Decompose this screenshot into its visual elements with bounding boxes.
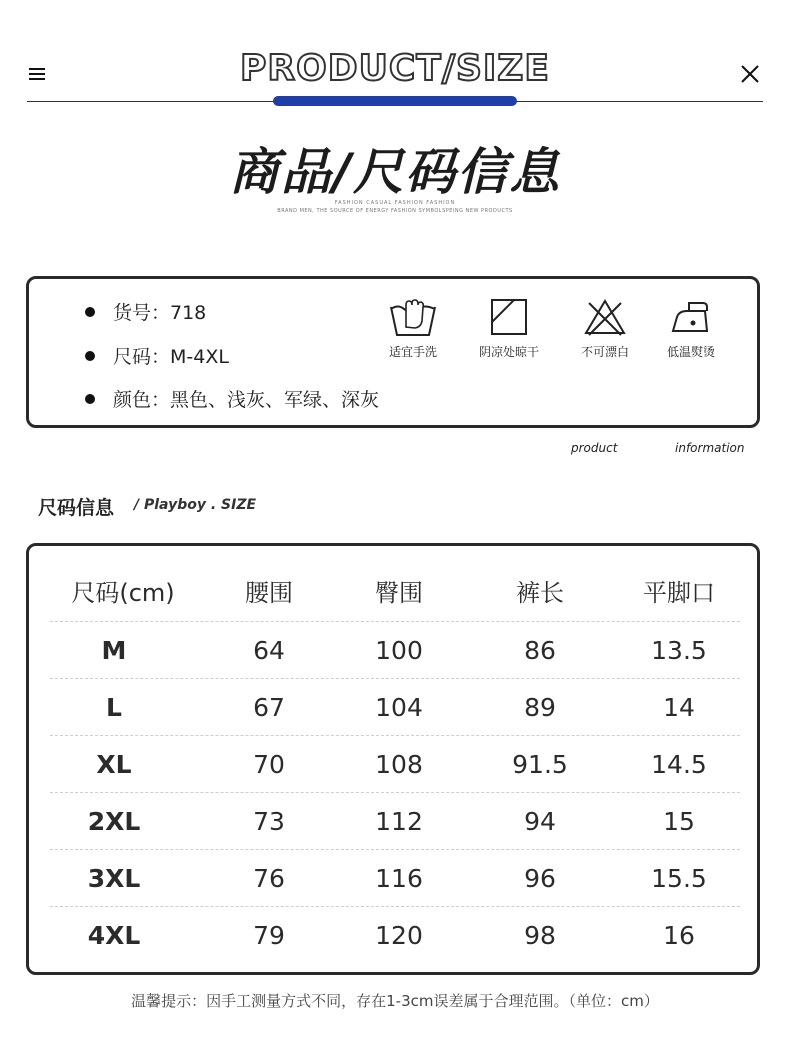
table-row <box>50 622 740 679</box>
care-hand-wash <box>371 297 455 360</box>
table-header-cell: 平脚口 <box>643 579 715 607</box>
shade-dry-icon <box>489 297 529 337</box>
table-row <box>50 679 740 736</box>
care-label: 不可漂白 <box>580 345 629 359</box>
table-cell: 89 <box>524 693 556 722</box>
care-label: 阴凉处晾干 <box>478 345 539 359</box>
size-section-heading: 尺码信息 <box>38 497 115 519</box>
table-cell-size: 4XL <box>87 921 141 950</box>
table-cell: 96 <box>524 864 556 893</box>
table-cell: 14 <box>663 693 695 722</box>
table-cell: 120 <box>375 921 423 950</box>
table-cell: 104 <box>375 693 423 722</box>
low-iron-icon <box>669 297 713 337</box>
table-cell-size: 3XL <box>87 864 141 893</box>
care-no-bleach <box>563 297 647 360</box>
table-row <box>50 907 740 964</box>
care-shade-dry <box>467 297 551 360</box>
table-row <box>50 736 740 793</box>
size-section-subtitle: / Playboy . SIZE <box>134 497 257 513</box>
caption-information: information <box>675 441 745 455</box>
bullet-icon <box>85 394 95 404</box>
table-cell-size: L <box>106 693 122 722</box>
table-cell: 86 <box>524 636 556 665</box>
care-label: 低温熨烫 <box>666 345 715 359</box>
table-cell: 15.5 <box>651 864 707 893</box>
table-cell: 79 <box>253 921 285 950</box>
footer-note: 温馨提示：因手工测量方式不同，存在1-3cm误差属于合理范围。（单位：cm） <box>131 992 659 1010</box>
table-cell: 70 <box>253 750 285 779</box>
table-cell: 100 <box>375 636 423 665</box>
info-item-size: 尺码：M-4XL <box>85 342 229 369</box>
bullet-icon <box>85 351 95 361</box>
table-cell: 116 <box>375 864 423 893</box>
size-table <box>26 543 760 975</box>
table-cell-size: XL <box>96 750 132 779</box>
table-cell: 94 <box>524 807 556 836</box>
table-header-cell: 裤长 <box>516 579 564 607</box>
table-cell-size: M <box>101 636 127 665</box>
table-row <box>50 850 740 907</box>
table-header-cell: 腰围 <box>245 579 293 607</box>
table-cell: 112 <box>375 807 423 836</box>
table-cell: 64 <box>253 636 285 665</box>
table-cell: 76 <box>253 864 285 893</box>
subtitle-line2: BRAND MEN, THE SOURCE OF ENERGY FASHION SYMBOLSPEING NEW PRODUCTS <box>277 208 513 214</box>
table-row <box>50 793 740 850</box>
table-cell: 91.5 <box>512 750 568 779</box>
title-en: PRODUCT/SIZE <box>240 48 550 89</box>
table-cell: 14.5 <box>651 750 707 779</box>
table-cell: 108 <box>375 750 423 779</box>
product-info-box <box>26 276 760 428</box>
table-header-row <box>50 565 740 622</box>
no-bleach-icon <box>583 297 627 337</box>
info-item-colors: 颜色：黑色、浅灰、军绿、深灰 <box>85 385 379 412</box>
care-low-iron <box>649 297 733 360</box>
table-cell: 73 <box>253 807 285 836</box>
table-cell: 15 <box>663 807 695 836</box>
caption-product: product <box>571 441 618 455</box>
table-cell: 67 <box>253 693 285 722</box>
title-cn: 商品/尺码信息 <box>228 143 562 201</box>
table-header-cell: 尺码(cm) <box>71 579 175 607</box>
table-cell: 13.5 <box>651 636 707 665</box>
bullet-icon <box>85 307 95 317</box>
care-label: 适宜手洗 <box>388 345 437 359</box>
accent-bar <box>273 96 517 106</box>
subtitle-line1: FASHION CASUAL FASHION FASHION <box>334 200 456 206</box>
table-cell-size: 2XL <box>87 807 141 836</box>
info-item-number: 货号：718 <box>85 298 206 325</box>
table-cell: 16 <box>663 921 695 950</box>
table-cell: 98 <box>524 921 556 950</box>
hand-wash-icon <box>388 297 438 337</box>
table-header-cell: 臀围 <box>375 579 423 607</box>
